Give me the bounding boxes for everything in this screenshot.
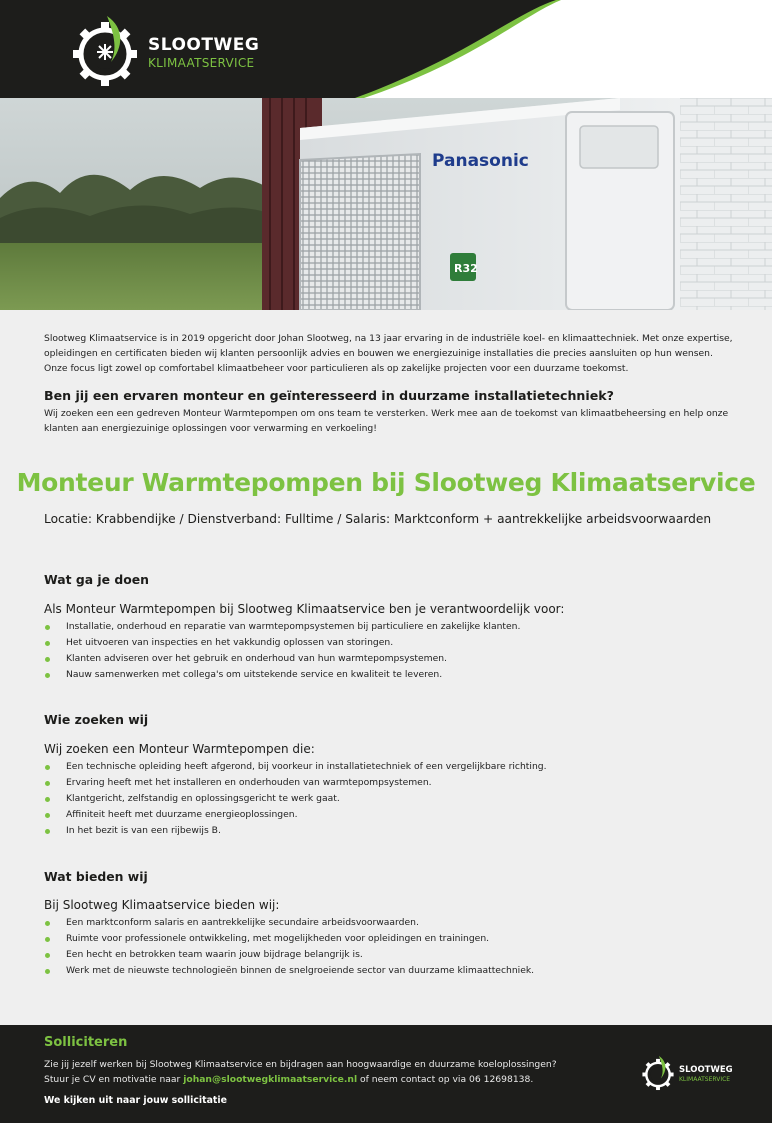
apply-contact: [44, 1074, 533, 1085]
gear-flame-icon: [640, 1055, 676, 1091]
list-item: Affiniteit heeft met duurzame energieoplossingen.: [44, 807, 744, 823]
intro-paragraph: Slootweg Klimaatservice is in 2019 opgericht door Johan Slootweg, na 13 jaar ervaring in de industriële koel- en klimaattechniek. Met onze expertise, opleidingen en certificaten bieden wij klanten persoonlijk advies en bouwen we energiezuinige installaties die precies aansluiten op hun wensen. Onze focus ligt zowel op comfortabel klimaatbeheer voor particulieren als op zakelijke projecten voor een duurzame toekomst.: [44, 333, 733, 374]
section-title-wat-bieden-wij: Wat bieden wij: [44, 869, 148, 884]
list-item: Ruimte voor professionele ontwikkeling, met mogelijkheden voor opleidingen en trainingen.: [44, 931, 744, 947]
apply-contact-prefix: Stuur je CV en motivatie naar: [44, 1074, 184, 1085]
bullet-list-wat-bieden-wij: [44, 915, 744, 979]
main-content: [0, 310, 772, 1025]
job-meta: Locatie: Krabbendijke / Dienstverband: Fulltime / Salaris: Marktconform + aantrekkelijke arbeidsvoorwaarden: [44, 512, 712, 526]
list-item: Werk met de nieuwste technologieën binnen de snelgroeiende sector van duurzame klimaattechniek.: [44, 963, 744, 979]
footer-logo-subtitle: KLIMAATSERVICE: [679, 1076, 731, 1083]
bullet-list-wie-zoeken-wij: [44, 759, 744, 839]
logo-title: SLOOTWEG: [148, 35, 260, 55]
closing-text: We kijken uit naar jouw sollicitatie: [44, 1095, 227, 1106]
list-item: Een hecht en betrokken team waarin jouw bijdrage belangrijk is.: [44, 947, 744, 963]
list-item: In het bezit is van een rijbewijs B.: [44, 823, 744, 839]
list-item: Installatie, onderhoud en reparatie van warmtepompsystemen bij particuliere en zakelijke klanten.: [44, 619, 744, 635]
footer-logo: [640, 1055, 740, 1091]
section-title-wat-ga-je-doen: Wat ga je doen: [44, 572, 149, 587]
footer-logo-title: SLOOTWEG: [679, 1065, 733, 1075]
email-link[interactable]: johan@slootwegklimaatservice.nl: [183, 1074, 358, 1085]
apply-contact-suffix: of neem contact op via 06 12698138.: [357, 1074, 534, 1085]
list-item: Klanten adviseren over het gebruik en onderhoud van hun warmtepompsystemen.: [44, 651, 744, 667]
hero-brand-text: Panasonic: [432, 151, 529, 171]
hero-image: [0, 98, 772, 310]
logo-subtitle: KLIMAATSERVICE: [148, 56, 255, 70]
list-item: Klantgericht, zelfstandig en oplossingsgericht te werk gaat.: [44, 791, 744, 807]
section-lead-wie-zoeken-wij: Wij zoeken een Monteur Warmtepompen die:: [44, 742, 315, 756]
company-logo: [68, 14, 268, 88]
list-item: Ervaring heeft met het installeren en onderhouden van warmtepompsystemen.: [44, 775, 744, 791]
list-item: Een marktconform salaris en aantrekkelijke secundaire arbeidsvoorwaarden.: [44, 915, 744, 931]
question-heading: Ben jij een ervaren monteur en geïnteresseerd in duurzame installatietechniek?: [44, 388, 614, 403]
bullet-list-wat-ga-je-doen: [44, 619, 744, 683]
section-lead-wat-bieden-wij: Bij Slootweg Klimaatservice bieden wij:: [44, 898, 280, 912]
apply-title: Solliciteren: [44, 1035, 128, 1050]
question-text: Wij zoeken een een gedreven Monteur Warmtepompen om ons team te versterken. Werk mee aan de toekomst van klimaatbeheersing en help onze klanten aan energiezuinige oplossingen voor verwarming en verkoeling!: [44, 408, 729, 434]
list-item: Het uitvoeren van inspecties en het vakkundig oplossen van storingen.: [44, 635, 744, 651]
list-item: Nauw samenwerken met collega's om uitstekende service en kwaliteit te leveren.: [44, 667, 744, 683]
section-title-wie-zoeken-wij: Wie zoeken wij: [44, 712, 149, 727]
apply-text: Zie jij jezelf werken bij Slootweg Klimaatservice en bijdragen aan hoogwaardige en duurzame koeloplossingen?: [44, 1059, 557, 1070]
page-header: [0, 0, 772, 98]
list-item: Een technische opleiding heeft afgerond, bij voorkeur in installatietechniek of een vergelijkbare richting.: [44, 759, 744, 775]
page-footer: [0, 1025, 772, 1123]
hero-refrigerant-label: R32: [454, 262, 478, 275]
section-lead-wat-ga-je-doen: Als Monteur Warmtepompen bij Slootweg Klimaatservice ben je verantwoordelijk voor:: [44, 602, 565, 616]
job-title: Monteur Warmtepompen bij Slootweg Klimaatservice: [16, 468, 756, 497]
gear-flame-icon: [68, 14, 142, 88]
